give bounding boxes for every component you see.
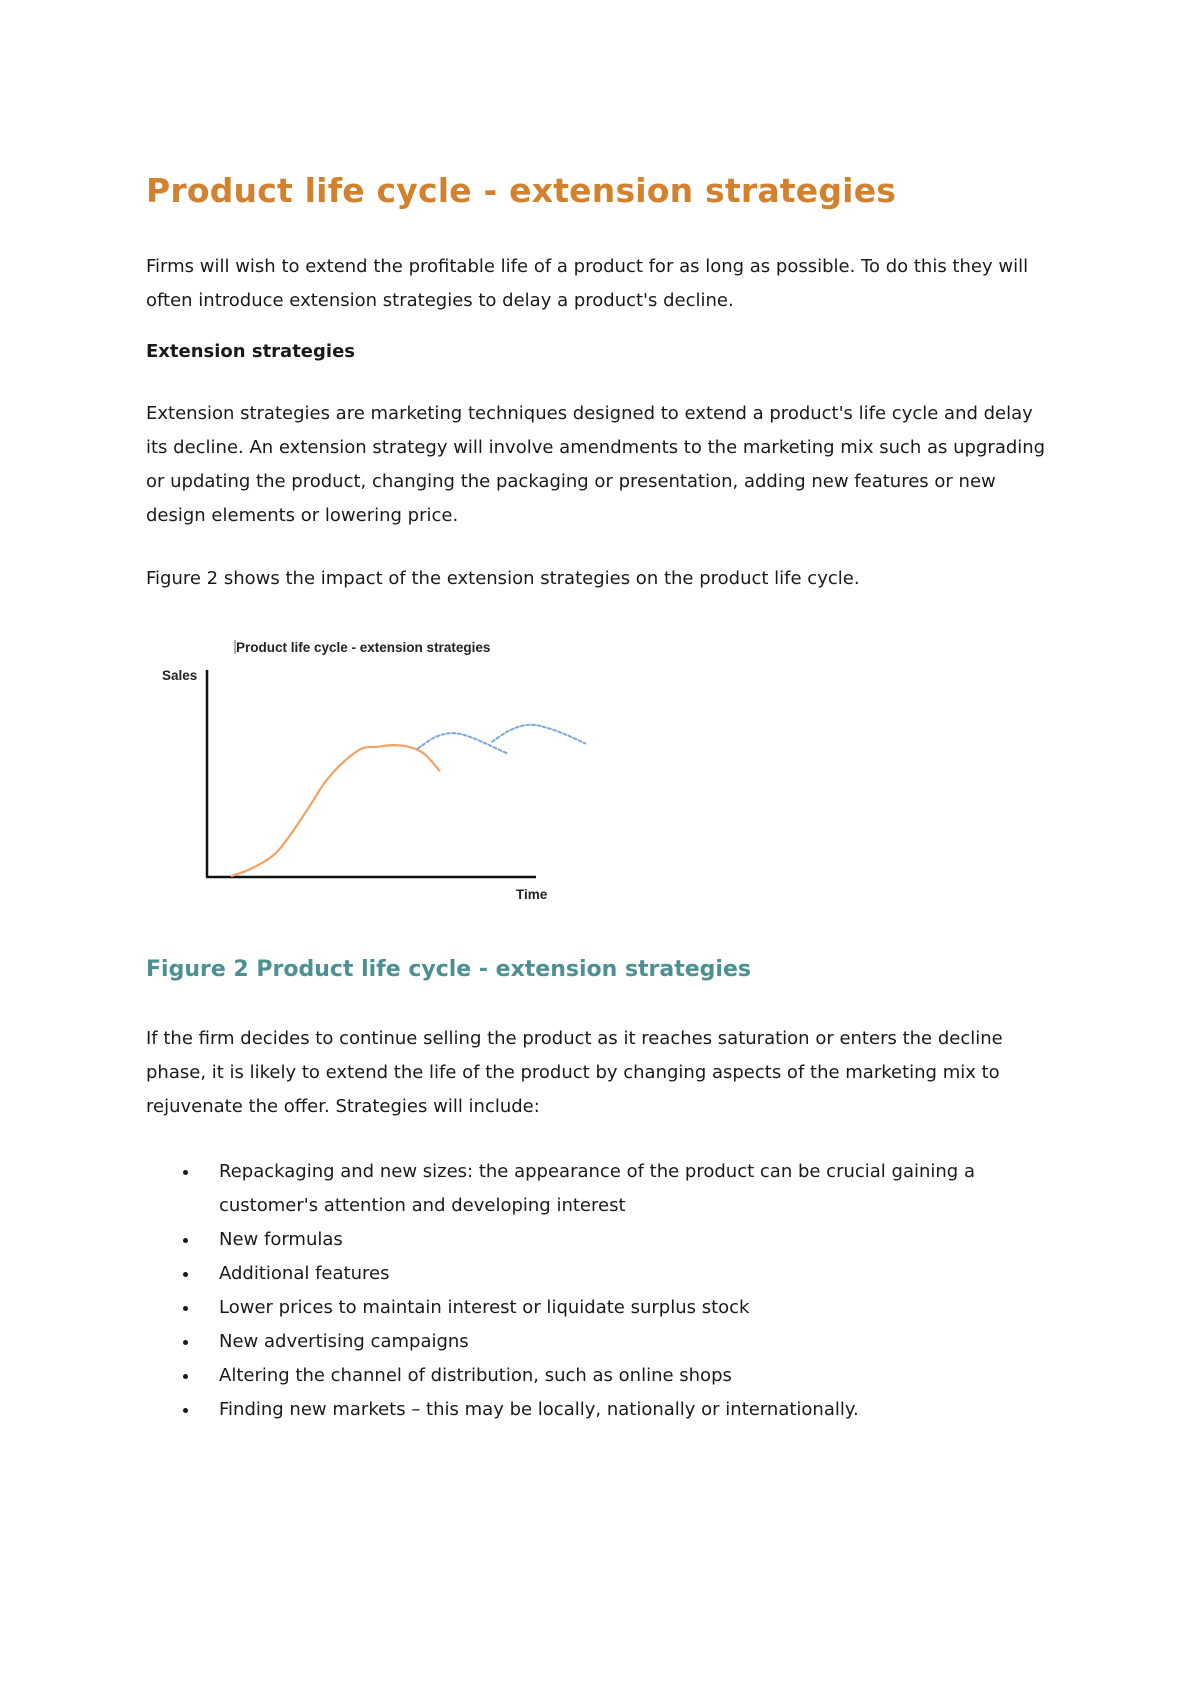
chart-series-layer bbox=[232, 725, 585, 876]
bullet-icon bbox=[183, 1238, 188, 1243]
bullet-icon bbox=[183, 1306, 188, 1311]
figure-caption: Figure 2 Product life cycle - extension strategies bbox=[146, 957, 751, 982]
y-axis-label: Sales bbox=[162, 668, 198, 683]
page-title: Product life cycle - extension strategies bbox=[146, 171, 897, 210]
chart-title: Product life cycle - extension strategies bbox=[236, 640, 491, 655]
intro-paragraph: Firms will wish to extend the profitable life of a product for as long as possible. To do this they will often introduce extension strategies to delay a product's decline. bbox=[146, 256, 1029, 311]
conclusion-paragraph: If the firm decides to continue selling the product as it reaches saturation or enters the decline phase, it is likely to extend the life of the product by changing aspects of the marketing mix to rejuvenate the offer. Strategies will include: bbox=[146, 1028, 1003, 1117]
section-heading: Extension strategies bbox=[146, 341, 355, 362]
bullet-icon bbox=[183, 1170, 188, 1175]
list-item: Additional features bbox=[146, 1257, 1046, 1291]
strategy-list bbox=[146, 1155, 1046, 1427]
bullet-icon bbox=[183, 1374, 188, 1379]
bullet-icon bbox=[183, 1340, 188, 1345]
bullet-icon bbox=[183, 1272, 188, 1277]
list-item: Altering the channel of distribution, such as online shops bbox=[146, 1359, 1046, 1393]
figure-intro-paragraph: Figure 2 shows the impact of the extension strategies on the product life cycle. bbox=[146, 568, 860, 589]
list-item: Lower prices to maintain interest or liquidate surplus stock bbox=[146, 1291, 1046, 1325]
series-line-extension-1 bbox=[418, 733, 508, 753]
x-axis-label: Time bbox=[516, 887, 548, 902]
product-life-cycle-chart bbox=[146, 630, 616, 910]
list-item: Finding new markets – this may be locally, nationally or internationally. bbox=[146, 1393, 1046, 1427]
bullet-icon bbox=[183, 1408, 188, 1413]
list-item: New advertising campaigns bbox=[146, 1325, 1046, 1359]
list-item: Repackaging and new sizes: the appearance of the product can be crucial gaining a customer's attention and developing interest bbox=[146, 1155, 1046, 1223]
definition-paragraph: Extension strategies are marketing techniques designed to extend a product's life cycle and delay its decline. An extension strategy will involve amendments to the marketing mix such as upgrading or updating the product, changing the packaging or presentation, adding new features or new design elements or lowering price. bbox=[146, 403, 1046, 526]
series-line-original bbox=[232, 745, 440, 876]
list-item: New formulas bbox=[146, 1223, 1046, 1257]
series-line-extension-2 bbox=[492, 725, 585, 744]
